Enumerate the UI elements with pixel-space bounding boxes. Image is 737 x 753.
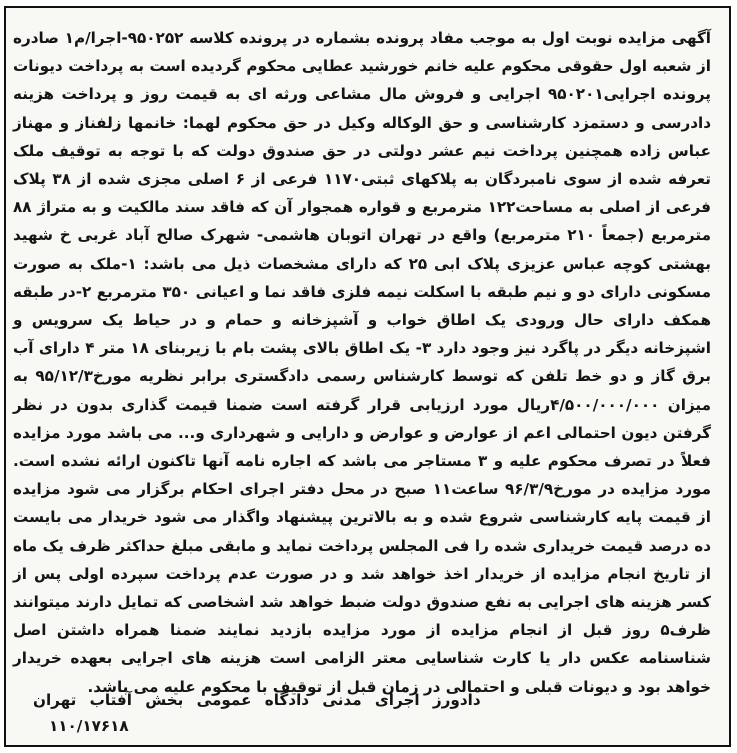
notice-footer — [13, 687, 711, 739]
notice-frame — [4, 6, 731, 747]
auction-notice-text: آگهی مزایده نوبت اول به موجب مفاد پرونده بشماره در پرونده کلاسه ۹۵۰۲۵۲-اجرا/م۱ صادره از شعبه اول حقوقی محکوم علیه خانم خورشید عطایی محکوم گردیده است به پرداخت دیونات پرونده اجرایی۹۵۰۲۰۱ اجرایی و فروش مال مشاعی ورثه ای به قیمت روز و پرداخت هزینه دادرسی و دستمزد کارشناسی و حق الوکاله وکیل در حق محکوم لهما: خانمها زلفناز و مهناز عباس زاده همچنین پرداخت نیم عشر دولتی در حق صندوق دولت که با توجه به توقیف ملک تعرفه شده از سوی نامبردگان به پلاکهای ثبتی۱۱۷۰ فرعی از ۶ اصلی مجزی شده از ۳۸ پلاک فرعی از اصلی به مساحت۱۲۲ مترمربع و قواره همجوار آن که فاقد سند مالکیت و به متراژ ۸۸ مترمربع (جمعاً ۲۱۰ مترمربع) واقع در تهران اتوبان هاشمی- شهرک صالح آباد غربی خ شهید بهشتی کوچه عباس عزیزی پلاک ابی ۲۵ که دارای مشخصات ذیل می باشد: ۱-ملک به صورت مسکونی دارای دو و نیم طبقه با اسکلت نیمه فلزی فاقد نما و اعیانی ۳۵۰ مترمربع ۲-در طبقه همکف دارای حال ورودی یک اطاق خواب و آشپزخانه و حمام و در حیاط یک سرویس و اشپزخانه دیگر در پاگرد نیز وجود دارد ۳- یک اطاق بالای پشت بام با زیربنای ۱۸ متر ۴ دارای آب برق گاز و دو خط تلفن که توسط کارشناس رسمی دادگستری برابر نظریه مورخ۹۵/۱۲/۳ به میزان ۴/۵۰۰/۰۰۰/۰۰۰ریال مورد ارزیابی قرار گرفته است ضمنا قیمت گذاری بدون در نظر گرفتن دیون احتمالی اعم از عوارض و عوارض و دارایی و شهرداری و... می باشد مورد مزایده فعلاً در تصرف محکوم علیه و ۳ مستاجر می باشد که اجاره نامه آنها تاکنون ارائه نشده است. مورد مزایده در مورخ۹۶/۳/۹ ساعت۱۱ صبح در محل دفتر اجرای احکام برگزار می شود مزایده از قیمت پایه کارشناسی شروع شده و به بالاترین پیشنهاد واگذار می شود خریدار می بایست ده درصد قیمت خریداری شده را فی المجلس پرداخت نماید و مابقی مبلغ حداکثر ظرف یک ماه از تاریخ انجام مزایده از خریدار اخذ خواهد شد و در صورت عدم پرداخت سپرده اولی پس از کسر هزینه های اجرایی به نفع صندوق دولت ضبط خواهد شد اشخاصی که تمایل دارند میتوانند ظرف۵ روز قبل از انجام مزایده از مورد مزایده بازدید نمایند ضمنا همراه داشتن اصل شناسنامه عکس دار یا کارت شناسایی معتر الزامی است هزینه های اجرایی بعهده خریدار خواهد بود و دیونات قبلی و احتمالی در زمان قبل از توقیف با محکوم علیه می باشد. — [13, 29, 712, 696]
issuer-signature: دادورز اجرای مدنی دادگاه عمومی بخش آفتاب تهران — [33, 691, 481, 709]
notice-code: ۱۱۰/۱۷۶۱۸ — [49, 717, 129, 735]
